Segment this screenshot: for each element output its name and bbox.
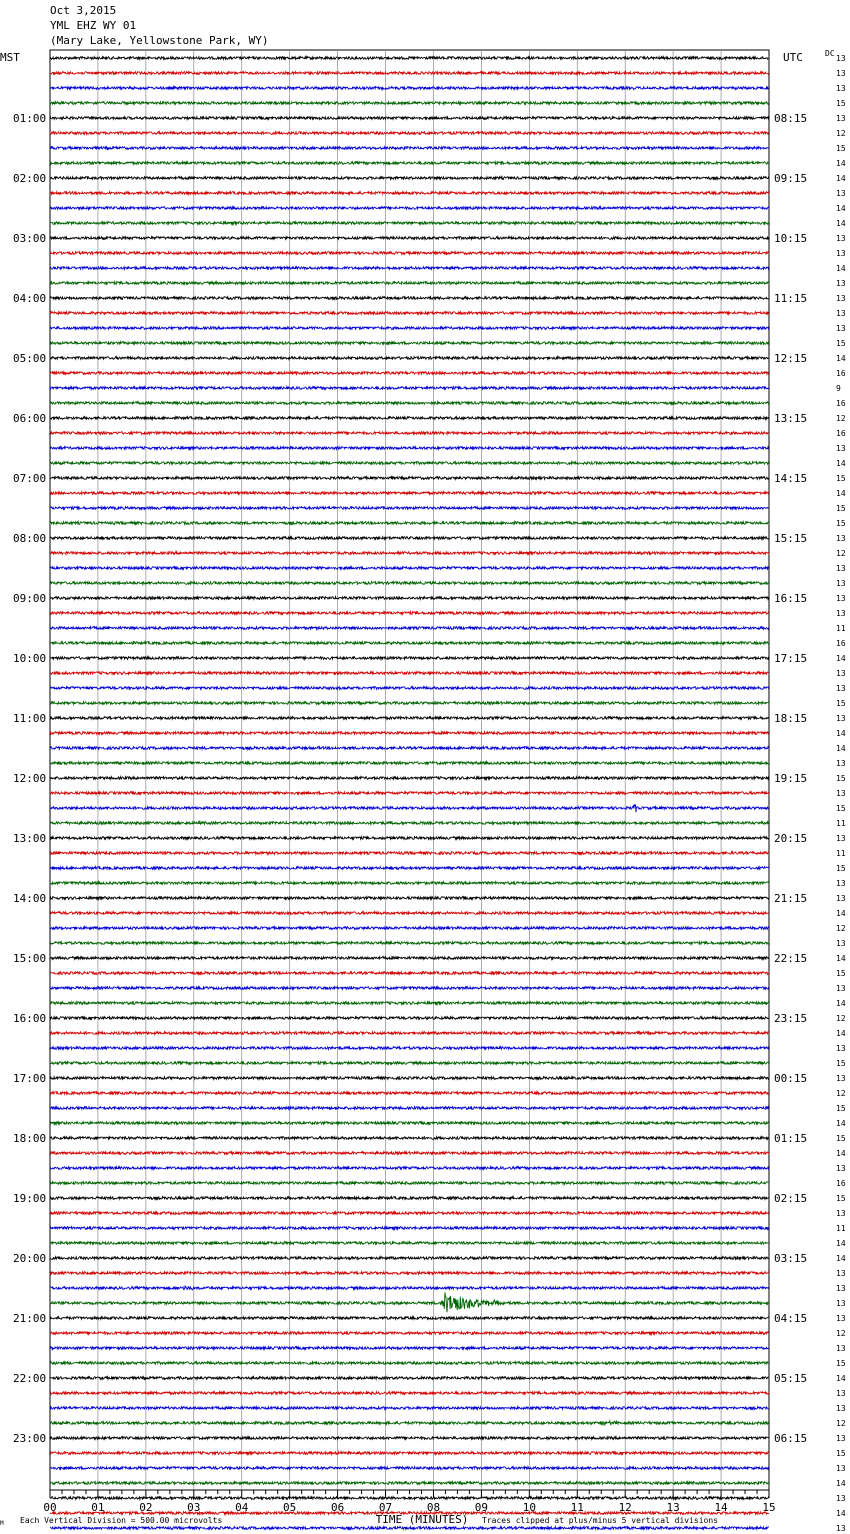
trace-row-98 bbox=[50, 1527, 769, 1530]
dc-offset-label: 13 bbox=[836, 1344, 846, 1353]
right-hour-label: 19:15 bbox=[774, 772, 808, 785]
trace-row-1 bbox=[50, 72, 769, 75]
x-tick-label: 01 bbox=[91, 1501, 105, 1514]
trace-row-63 bbox=[50, 1002, 769, 1005]
trace-row-31 bbox=[50, 522, 769, 525]
right-hour-label: 05:15 bbox=[774, 1372, 808, 1385]
dc-offset-label: 13 bbox=[836, 1404, 846, 1413]
trace-row-9 bbox=[50, 192, 769, 195]
dc-offset-label: 14 bbox=[836, 1119, 846, 1128]
clip-note: Traces clipped at plus/minus 5 vertical divisions bbox=[482, 1516, 719, 1525]
dc-offset-label: 14 bbox=[836, 1029, 846, 1038]
dc-offset-label: 15 bbox=[836, 474, 846, 483]
trace-row-57 bbox=[50, 912, 769, 915]
trace-row-87 bbox=[50, 1362, 769, 1365]
dc-offset-label: 11 bbox=[836, 819, 846, 828]
trace-row-77 bbox=[50, 1212, 769, 1215]
trace-row-14 bbox=[50, 267, 769, 270]
dc-offset-label: 13 bbox=[836, 594, 846, 603]
trace-row-59 bbox=[50, 942, 769, 945]
trace-row-39 bbox=[50, 642, 769, 645]
dc-offset-label: 14 bbox=[836, 204, 846, 213]
left-hour-label: 10:00 bbox=[13, 652, 47, 665]
station-location: (Mary Lake, Yellowstone Park, WY) bbox=[50, 34, 269, 47]
left-hour-label: 23:00 bbox=[13, 1432, 47, 1445]
dc-offset-label: 13 bbox=[836, 189, 846, 198]
dc-offset-label: 16 bbox=[836, 399, 846, 408]
dc-offset-label: 15 bbox=[836, 144, 846, 153]
dc-offset-label: 13 bbox=[836, 444, 846, 453]
dc-header-label: DC bbox=[825, 49, 835, 58]
trace-row-44 bbox=[50, 717, 769, 720]
dc-offset-label: 13 bbox=[836, 789, 846, 798]
right-hour-label: 21:15 bbox=[774, 892, 808, 905]
trace-row-35 bbox=[50, 582, 769, 585]
dc-offset-label: 13 bbox=[836, 1299, 846, 1308]
trace-row-56 bbox=[50, 897, 769, 900]
left-hour-label: 19:00 bbox=[13, 1192, 47, 1205]
trace-row-0 bbox=[50, 57, 769, 60]
x-tick-label: 02 bbox=[139, 1501, 153, 1514]
dc-offset-label: 13 bbox=[836, 534, 846, 543]
right-hour-label: 02:15 bbox=[774, 1192, 808, 1205]
dc-offset-label: 13 bbox=[836, 579, 846, 588]
dc-offset-label: 14 bbox=[836, 1479, 846, 1488]
dc-offset-label: 14 bbox=[836, 1509, 846, 1518]
left-hour-label: 05:00 bbox=[13, 352, 47, 365]
left-hour-label: 13:00 bbox=[13, 832, 47, 845]
trace-row-80 bbox=[50, 1257, 769, 1260]
trace-row-10 bbox=[50, 207, 769, 210]
trace-row-40 bbox=[50, 657, 769, 660]
right-hour-label: 11:15 bbox=[774, 292, 808, 305]
dc-offset-label: 13 bbox=[836, 294, 846, 303]
left-hour-label: 14:00 bbox=[13, 892, 47, 905]
dc-offset-label: 16 bbox=[836, 429, 846, 438]
dc-offset-label: 15 bbox=[836, 774, 846, 783]
trace-row-49 bbox=[50, 792, 769, 795]
dc-offset-label: 13 bbox=[836, 1074, 846, 1083]
right-hour-label: 15:15 bbox=[774, 532, 808, 545]
trace-row-13 bbox=[50, 252, 769, 255]
plot-date: Oct 3,2015 bbox=[50, 4, 117, 17]
dc-offset-label: 9 bbox=[836, 384, 841, 393]
dc-offset-label: 13 bbox=[836, 684, 846, 693]
dc-offset-label: 13 bbox=[836, 939, 846, 948]
trace-row-23 bbox=[50, 402, 769, 405]
right-hour-label: 04:15 bbox=[774, 1312, 808, 1325]
dc-offset-label: 15 bbox=[836, 339, 846, 348]
left-hour-label: 21:00 bbox=[13, 1312, 47, 1325]
dc-offset-label: 14 bbox=[836, 654, 846, 663]
dc-offset-label: 14 bbox=[836, 999, 846, 1008]
trace-row-48 bbox=[50, 777, 769, 780]
left-hour-label: 16:00 bbox=[13, 1012, 47, 1025]
dc-offset-label: 13 bbox=[836, 759, 846, 768]
trace-row-60 bbox=[50, 957, 769, 960]
dc-offset-label: 13 bbox=[836, 234, 846, 243]
dc-offset-label: 15 bbox=[836, 1059, 846, 1068]
trace-row-25 bbox=[50, 432, 769, 435]
trace-row-93 bbox=[50, 1452, 769, 1455]
trace-row-47 bbox=[50, 762, 769, 765]
trace-row-16 bbox=[50, 297, 769, 300]
left-hour-label: 09:00 bbox=[13, 592, 47, 605]
dc-offset-label: 14 bbox=[836, 1374, 846, 1383]
trace-row-51 bbox=[50, 822, 769, 825]
trace-row-86 bbox=[50, 1347, 769, 1350]
dc-offset-label: 14 bbox=[836, 1149, 846, 1158]
trace-row-33 bbox=[50, 552, 769, 555]
trace-row-96 bbox=[50, 1497, 769, 1500]
dc-offset-label: 14 bbox=[836, 729, 846, 738]
trace-row-78 bbox=[50, 1227, 769, 1230]
trace-row-45 bbox=[50, 732, 769, 735]
dc-offset-label: 15 bbox=[836, 864, 846, 873]
trace-row-11 bbox=[50, 222, 769, 225]
trace-row-19 bbox=[50, 342, 769, 345]
dc-offset-label: 13 bbox=[836, 1209, 846, 1218]
right-hour-label: 01:15 bbox=[774, 1132, 808, 1145]
dc-offset-label: 13 bbox=[836, 324, 846, 333]
trace-row-18 bbox=[50, 327, 769, 330]
dc-offset-label: 13 bbox=[836, 1269, 846, 1278]
dc-offset-label: 13 bbox=[836, 1524, 846, 1533]
trace-row-75 bbox=[50, 1182, 769, 1185]
dc-offset-label: 15 bbox=[836, 804, 846, 813]
dc-offset-label: 14 bbox=[836, 219, 846, 228]
x-tick-label: 11 bbox=[570, 1501, 584, 1514]
right-hour-label: 14:15 bbox=[774, 472, 808, 485]
trace-row-82 bbox=[50, 1286, 769, 1290]
left-hour-label: 02:00 bbox=[13, 172, 47, 185]
left-hour-label: 22:00 bbox=[13, 1372, 47, 1385]
trace-row-17 bbox=[50, 312, 769, 315]
trace-row-41 bbox=[50, 672, 769, 675]
trace-row-83 bbox=[50, 1292, 769, 1312]
dc-offset-label: 13 bbox=[836, 54, 846, 63]
trace-row-58 bbox=[50, 927, 769, 930]
dc-offset-label: 13 bbox=[836, 834, 846, 843]
trace-row-69 bbox=[50, 1092, 769, 1095]
dc-offset-label: 15 bbox=[836, 99, 846, 108]
dc-offset-label: 14 bbox=[836, 954, 846, 963]
trace-row-71 bbox=[50, 1122, 769, 1125]
dc-offset-label: 13 bbox=[836, 984, 846, 993]
dc-offset-label: 11 bbox=[836, 624, 846, 633]
dc-offset-label: 13 bbox=[836, 879, 846, 888]
dc-offset-label: 13 bbox=[836, 1494, 846, 1503]
dc-offset-label: 13 bbox=[836, 669, 846, 678]
dc-offset-label: 13 bbox=[836, 1044, 846, 1053]
trace-row-66 bbox=[50, 1047, 769, 1050]
trace-row-74 bbox=[50, 1167, 769, 1170]
trace-row-53 bbox=[50, 852, 769, 855]
dc-offset-label: 14 bbox=[836, 744, 846, 753]
dc-offset-label: 12 bbox=[836, 549, 846, 558]
dc-offset-label: 13 bbox=[836, 309, 846, 318]
trace-row-20 bbox=[50, 357, 769, 360]
trace-row-29 bbox=[50, 492, 769, 495]
right-hour-label: 09:15 bbox=[774, 172, 808, 185]
dc-offset-label: 15 bbox=[836, 519, 846, 528]
dc-offset-label: 12 bbox=[836, 414, 846, 423]
dc-offset-label: 13 bbox=[836, 84, 846, 93]
trace-row-7 bbox=[50, 162, 769, 165]
dc-offset-label: 13 bbox=[836, 114, 846, 123]
trace-row-61 bbox=[50, 972, 769, 975]
left-hour-label: 03:00 bbox=[13, 232, 47, 245]
dc-offset-label: 13 bbox=[836, 1389, 846, 1398]
right-hour-label: 12:15 bbox=[774, 352, 808, 365]
left-hour-label: 20:00 bbox=[13, 1252, 47, 1265]
x-tick-label: 15 bbox=[762, 1501, 776, 1514]
dc-offset-label: 15 bbox=[836, 1194, 846, 1203]
trace-row-84 bbox=[50, 1317, 769, 1320]
left-hour-label: 12:00 bbox=[13, 772, 47, 785]
left-hour-label: 06:00 bbox=[13, 412, 47, 425]
trace-row-15 bbox=[50, 282, 769, 285]
dc-offset-label: 15 bbox=[836, 1134, 846, 1143]
dc-offset-label: 14 bbox=[836, 1239, 846, 1248]
dc-offset-label: 16 bbox=[836, 639, 846, 648]
x-tick-label: 05 bbox=[283, 1501, 297, 1514]
dc-offset-label: 14 bbox=[836, 159, 846, 168]
trace-row-67 bbox=[50, 1062, 769, 1065]
dc-offset-label: 13 bbox=[836, 609, 846, 618]
left-hour-label: 01:00 bbox=[13, 112, 47, 125]
right-hour-label: 22:15 bbox=[774, 952, 808, 965]
trace-row-2 bbox=[50, 87, 769, 90]
corner-mark: M bbox=[0, 1520, 4, 1527]
trace-row-43 bbox=[50, 702, 769, 705]
left-hour-label: 17:00 bbox=[13, 1072, 47, 1085]
dc-offset-label: 15 bbox=[836, 1104, 846, 1113]
trace-row-36 bbox=[50, 597, 769, 600]
dc-offset-label: 11 bbox=[836, 1224, 846, 1233]
trace-row-95 bbox=[50, 1482, 769, 1485]
trace-row-34 bbox=[50, 567, 769, 570]
dc-offset-label: 13 bbox=[836, 1464, 846, 1473]
trace-row-54 bbox=[50, 867, 769, 870]
dc-offset-label: 16 bbox=[836, 1179, 846, 1188]
scale-note: Each Vertical Division = 500.00 microvolts bbox=[20, 1516, 223, 1525]
x-tick-label: 04 bbox=[235, 1501, 249, 1514]
trace-row-55 bbox=[50, 882, 769, 885]
right-hour-label: 18:15 bbox=[774, 712, 808, 725]
left-hour-label: 07:00 bbox=[13, 472, 47, 485]
left-hour-label: 04:00 bbox=[13, 292, 47, 305]
x-tick-label: 10 bbox=[522, 1501, 536, 1514]
dc-offset-label: 14 bbox=[836, 174, 846, 183]
x-tick-label: 12 bbox=[618, 1501, 632, 1514]
trace-row-81 bbox=[50, 1272, 769, 1275]
dc-offset-label: 13 bbox=[836, 1314, 846, 1323]
x-axis-title: TIME (MINUTES) bbox=[375, 1513, 469, 1526]
trace-row-68 bbox=[50, 1077, 769, 1080]
trace-row-88 bbox=[50, 1377, 769, 1380]
dc-offset-label: 13 bbox=[836, 894, 846, 903]
trace-row-70 bbox=[50, 1107, 769, 1110]
dc-offset-label: 12 bbox=[836, 1014, 846, 1023]
x-tick-label: 08 bbox=[426, 1501, 441, 1514]
left-hour-label: 18:00 bbox=[13, 1132, 47, 1145]
dc-offset-label: 13 bbox=[836, 1434, 846, 1443]
right-hour-label: 23:15 bbox=[774, 1012, 808, 1025]
trace-row-46 bbox=[50, 747, 769, 750]
left-hour-label: 15:00 bbox=[13, 952, 47, 965]
right-timezone-label: UTC bbox=[783, 51, 803, 64]
trace-row-52 bbox=[50, 837, 769, 840]
dc-offset-label: 13 bbox=[836, 69, 846, 78]
trace-row-65 bbox=[50, 1032, 769, 1035]
trace-row-38 bbox=[50, 627, 769, 630]
trace-row-90 bbox=[50, 1407, 769, 1410]
trace-row-62 bbox=[50, 987, 769, 990]
trace-row-37 bbox=[50, 612, 769, 615]
x-tick-label: 06 bbox=[330, 1501, 345, 1514]
trace-row-24 bbox=[50, 417, 769, 420]
dc-offset-label: 14 bbox=[836, 459, 846, 468]
trace-row-72 bbox=[50, 1137, 769, 1140]
x-tick-label: 07 bbox=[378, 1501, 393, 1514]
x-tick-label: 13 bbox=[666, 1501, 680, 1514]
trace-row-73 bbox=[50, 1152, 769, 1155]
dc-offset-label: 13 bbox=[836, 1284, 846, 1293]
dc-offset-label: 13 bbox=[836, 249, 846, 258]
dc-offset-label: 13 bbox=[836, 714, 846, 723]
dc-offset-label: 15 bbox=[836, 1449, 846, 1458]
x-tick-label: 00 bbox=[43, 1501, 57, 1514]
dc-offset-label: 14 bbox=[836, 354, 846, 363]
dc-offset-label: 11 bbox=[836, 849, 846, 858]
trace-row-3 bbox=[50, 102, 769, 105]
right-hour-label: 17:15 bbox=[774, 652, 808, 665]
trace-row-8 bbox=[50, 177, 769, 180]
right-hour-label: 16:15 bbox=[774, 592, 808, 605]
dc-offset-label: 14 bbox=[836, 909, 846, 918]
dc-offset-label: 14 bbox=[836, 489, 846, 498]
trace-row-30 bbox=[50, 507, 769, 510]
trace-row-12 bbox=[50, 237, 769, 240]
trace-row-76 bbox=[50, 1197, 769, 1200]
dc-offset-label: 13 bbox=[836, 1164, 846, 1173]
trace-row-94 bbox=[50, 1467, 769, 1470]
trace-row-28 bbox=[50, 477, 769, 480]
dc-offset-label: 14 bbox=[836, 1254, 846, 1263]
station-code: YML EHZ WY 01 bbox=[50, 19, 137, 32]
right-hour-label: 08:15 bbox=[774, 112, 808, 125]
left-hour-label: 11:00 bbox=[13, 712, 47, 725]
x-tick-label: 14 bbox=[714, 1501, 728, 1514]
trace-row-85 bbox=[50, 1332, 769, 1335]
trace-row-26 bbox=[50, 447, 769, 450]
trace-row-21 bbox=[50, 372, 769, 375]
trace-row-4 bbox=[50, 117, 769, 120]
dc-offset-label: 12 bbox=[836, 1419, 846, 1428]
dc-offset-label: 13 bbox=[836, 564, 846, 573]
dc-offset-label: 12 bbox=[836, 1089, 846, 1098]
x-tick-label: 03 bbox=[187, 1501, 201, 1514]
right-hour-label: 03:15 bbox=[774, 1252, 808, 1265]
trace-row-50 bbox=[50, 805, 769, 812]
dc-offset-label: 14 bbox=[836, 264, 846, 273]
trace-row-32 bbox=[50, 537, 769, 540]
left-hour-label: 08:00 bbox=[13, 532, 47, 545]
trace-row-64 bbox=[50, 1017, 769, 1020]
dc-offset-label: 13 bbox=[836, 279, 846, 288]
trace-row-5 bbox=[50, 132, 769, 135]
trace-row-42 bbox=[50, 687, 769, 690]
right-hour-label: 13:15 bbox=[774, 412, 808, 425]
trace-row-27 bbox=[50, 462, 769, 465]
dc-offset-label: 12 bbox=[836, 924, 846, 933]
trace-row-89 bbox=[50, 1392, 769, 1395]
trace-row-91 bbox=[50, 1421, 769, 1426]
dc-offset-label: 12 bbox=[836, 129, 846, 138]
dc-offset-label: 12 bbox=[836, 1329, 846, 1338]
right-hour-label: 10:15 bbox=[774, 232, 808, 245]
trace-row-79 bbox=[50, 1242, 769, 1245]
right-hour-label: 20:15 bbox=[774, 832, 808, 845]
trace-row-92 bbox=[50, 1437, 769, 1440]
right-hour-label: 06:15 bbox=[774, 1432, 808, 1445]
dc-offset-label: 15 bbox=[836, 1359, 846, 1368]
right-hour-label: 00:15 bbox=[774, 1072, 808, 1085]
dc-offset-label: 16 bbox=[836, 369, 846, 378]
dc-offset-label: 15 bbox=[836, 969, 846, 978]
dc-offset-label: 15 bbox=[836, 699, 846, 708]
trace-row-6 bbox=[50, 147, 769, 150]
dc-offset-label: 15 bbox=[836, 504, 846, 513]
x-tick-label: 09 bbox=[474, 1501, 489, 1514]
left-timezone-label: MST bbox=[0, 51, 20, 64]
trace-row-22 bbox=[50, 387, 769, 390]
